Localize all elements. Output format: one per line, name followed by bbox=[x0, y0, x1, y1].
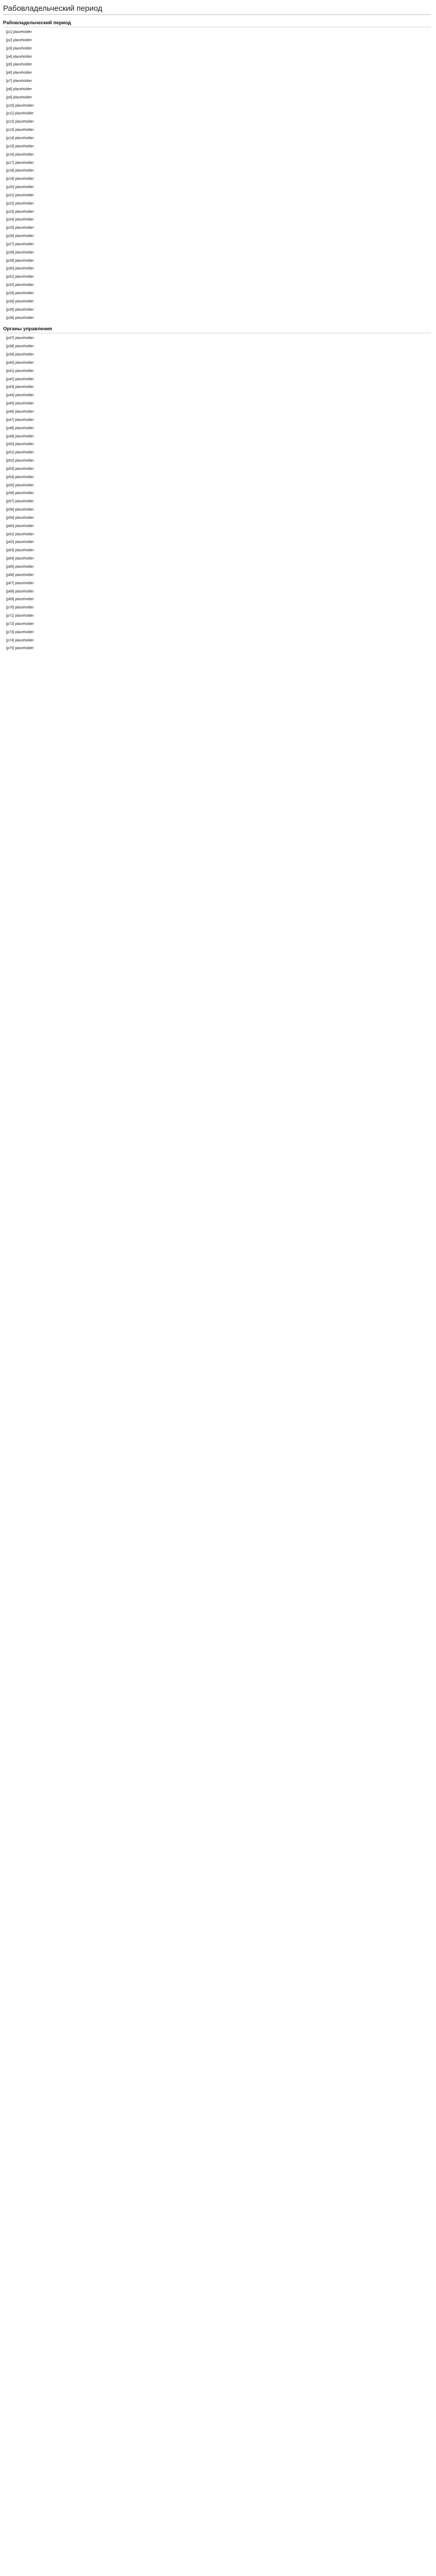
paragraph bbox=[3, 581, 431, 587]
paragraph bbox=[3, 434, 431, 440]
paragraph-text: [p68] placeholder bbox=[6, 589, 34, 594]
paragraph bbox=[3, 111, 431, 117]
paragraph-text: [p16] placeholder bbox=[6, 152, 34, 157]
paragraph-text: [p11] placeholder bbox=[6, 112, 34, 116]
paragraph-text: [p14] placeholder bbox=[6, 136, 34, 140]
paragraph-text: [p31] placeholder bbox=[6, 275, 34, 279]
paragraph-text: [p13] placeholder bbox=[6, 128, 34, 132]
paragraph-text: [p25] placeholder bbox=[6, 226, 34, 230]
paragraph bbox=[3, 418, 431, 423]
paragraph-text: [p38] placeholder bbox=[6, 345, 34, 349]
page-title: Рабовладельческий период bbox=[3, 4, 431, 15]
paragraph bbox=[3, 217, 431, 223]
paragraph-text: [p54] placeholder bbox=[6, 475, 34, 479]
paragraph-text: [p43] placeholder bbox=[6, 385, 34, 389]
paragraph bbox=[3, 30, 431, 36]
paragraph-text: [p63] placeholder bbox=[6, 549, 34, 553]
paragraph bbox=[3, 483, 431, 489]
paragraph bbox=[3, 55, 431, 60]
paragraph bbox=[3, 128, 431, 133]
paragraph bbox=[3, 299, 431, 305]
paragraph-text: [p37] placeholder bbox=[6, 336, 34, 341]
paragraph-text: [p70] placeholder bbox=[6, 606, 34, 610]
paragraph bbox=[3, 136, 431, 142]
paragraph bbox=[3, 589, 431, 595]
paragraph bbox=[3, 344, 431, 350]
paragraph-text: [p69] placeholder bbox=[6, 598, 34, 602]
paragraph-text: [p26] placeholder bbox=[6, 234, 34, 239]
article-body bbox=[3, 20, 431, 652]
paragraph-text: [p1] placeholder bbox=[6, 30, 32, 34]
paragraph bbox=[3, 401, 431, 407]
paragraph bbox=[3, 291, 431, 297]
paragraph bbox=[3, 201, 431, 207]
paragraph-text: [p9] placeholder bbox=[6, 95, 32, 99]
paragraph bbox=[3, 516, 431, 521]
paragraph bbox=[3, 250, 431, 256]
paragraph bbox=[3, 266, 431, 272]
paragraph-text: [p19] placeholder bbox=[6, 177, 34, 181]
paragraph bbox=[3, 614, 431, 619]
paragraph bbox=[3, 62, 431, 68]
paragraph bbox=[3, 361, 431, 366]
paragraph bbox=[3, 442, 431, 448]
paragraph-text: [p5] placeholder bbox=[6, 63, 32, 67]
paragraph bbox=[3, 646, 431, 652]
paragraph-text: [p17] placeholder bbox=[6, 161, 34, 165]
paragraph-text: [p50] placeholder bbox=[6, 443, 34, 447]
paragraph bbox=[3, 120, 431, 125]
paragraph-text: [p27] placeholder bbox=[6, 242, 34, 246]
paragraph bbox=[3, 548, 431, 554]
paragraph bbox=[3, 275, 431, 280]
paragraph bbox=[3, 79, 431, 84]
section-heading: Рабовладельческий период bbox=[3, 20, 431, 27]
paragraph bbox=[3, 507, 431, 513]
paragraph bbox=[3, 316, 431, 321]
paragraph-text: [p60] placeholder bbox=[6, 524, 34, 528]
paragraph-text: [p47] placeholder bbox=[6, 418, 34, 422]
paragraph bbox=[3, 597, 431, 603]
paragraph bbox=[3, 410, 431, 415]
paragraph bbox=[3, 377, 431, 383]
paragraph-text: [p53] placeholder bbox=[6, 467, 34, 471]
paragraph bbox=[3, 185, 431, 191]
paragraph bbox=[3, 630, 431, 636]
paragraph bbox=[3, 336, 431, 342]
paragraph-text: [p22] placeholder bbox=[6, 201, 34, 206]
paragraph-text: [p64] placeholder bbox=[6, 557, 34, 561]
paragraph bbox=[3, 152, 431, 158]
paragraph bbox=[3, 308, 431, 313]
paragraph bbox=[3, 573, 431, 579]
paragraph-text: [p57] placeholder bbox=[6, 500, 34, 504]
paragraph bbox=[3, 393, 431, 399]
paragraph-text: [p62] placeholder bbox=[6, 540, 34, 545]
paragraph-text: [p59] placeholder bbox=[6, 516, 34, 520]
paragraph bbox=[3, 242, 431, 248]
paragraph-text: [p12] placeholder bbox=[6, 120, 34, 124]
paragraph-text: [p40] placeholder bbox=[6, 361, 34, 365]
paragraph-text: [p48] placeholder bbox=[6, 426, 34, 430]
paragraph-text: [p21] placeholder bbox=[6, 193, 34, 197]
paragraph-text: [p46] placeholder bbox=[6, 410, 34, 414]
paragraph bbox=[3, 283, 431, 289]
paragraph bbox=[3, 565, 431, 570]
paragraph-text: [p29] placeholder bbox=[6, 259, 34, 263]
paragraph-text: [p56] placeholder bbox=[6, 492, 34, 496]
paragraph bbox=[3, 467, 431, 472]
paragraph bbox=[3, 540, 431, 546]
paragraph bbox=[3, 475, 431, 481]
paragraph-text: [p74] placeholder bbox=[6, 638, 34, 642]
paragraph bbox=[3, 234, 431, 240]
paragraph bbox=[3, 532, 431, 538]
paragraph bbox=[3, 524, 431, 530]
paragraph-text: [p71] placeholder bbox=[6, 614, 34, 618]
paragraph-text: [p2] placeholder bbox=[6, 38, 32, 42]
paragraph-text: [p66] placeholder bbox=[6, 573, 34, 577]
paragraph-text: [p10] placeholder bbox=[6, 104, 34, 108]
paragraph bbox=[3, 259, 431, 264]
paragraph-text: [p45] placeholder bbox=[6, 402, 34, 406]
paragraph-text: [p4] placeholder bbox=[6, 55, 32, 59]
section-heading: Органы управления bbox=[3, 326, 431, 333]
paragraph-text: [p6] placeholder bbox=[6, 71, 32, 75]
paragraph-text: [p8] placeholder bbox=[6, 87, 32, 91]
paragraph bbox=[3, 491, 431, 497]
paragraph bbox=[3, 369, 431, 375]
paragraph bbox=[3, 352, 431, 358]
paragraph bbox=[3, 46, 431, 52]
paragraph bbox=[3, 499, 431, 505]
paragraph-text: [p39] placeholder bbox=[6, 353, 34, 357]
paragraph-text: [p51] placeholder bbox=[6, 451, 34, 455]
paragraph-text: [p32] placeholder bbox=[6, 283, 34, 287]
paragraph bbox=[3, 71, 431, 76]
paragraph bbox=[3, 450, 431, 456]
paragraph bbox=[3, 426, 431, 432]
paragraph bbox=[3, 161, 431, 166]
paragraph bbox=[3, 104, 431, 109]
paragraph-text: [p18] placeholder bbox=[6, 169, 34, 173]
paragraph bbox=[3, 622, 431, 628]
paragraph-text: [p35] placeholder bbox=[6, 308, 34, 312]
paragraph-text: [p24] placeholder bbox=[6, 218, 34, 222]
paragraph-text: [p61] placeholder bbox=[6, 532, 34, 536]
paragraph bbox=[3, 638, 431, 644]
paragraph-text: [p67] placeholder bbox=[6, 581, 34, 585]
paragraph bbox=[3, 177, 431, 182]
paragraph-text: [p52] placeholder bbox=[6, 459, 34, 463]
paragraph-text: [p65] placeholder bbox=[6, 565, 34, 569]
paragraph bbox=[3, 605, 431, 611]
paragraph-text: [p30] placeholder bbox=[6, 267, 34, 271]
paragraph-text: [p36] placeholder bbox=[6, 316, 34, 320]
paragraph-text: [p42] placeholder bbox=[6, 377, 34, 381]
paragraph-text: [p75] placeholder bbox=[6, 647, 34, 651]
paragraph-text: [p23] placeholder bbox=[6, 210, 34, 214]
paragraph-text: [p33] placeholder bbox=[6, 292, 34, 295]
paragraph-text: [p44] placeholder bbox=[6, 394, 34, 398]
paragraph-text: [p7] placeholder bbox=[6, 79, 32, 83]
paragraph bbox=[3, 210, 431, 215]
paragraph-text: [p41] placeholder bbox=[6, 369, 34, 373]
article-page bbox=[0, 0, 436, 665]
paragraph bbox=[3, 144, 431, 150]
paragraph-text: [p58] placeholder bbox=[6, 508, 34, 512]
paragraph-text: [p55] placeholder bbox=[6, 483, 34, 487]
paragraph bbox=[3, 459, 431, 464]
paragraph bbox=[3, 168, 431, 174]
paragraph-text: [p34] placeholder bbox=[6, 299, 34, 303]
paragraph-text: [p20] placeholder bbox=[6, 185, 34, 190]
paragraph-text: [p72] placeholder bbox=[6, 622, 34, 626]
paragraph bbox=[3, 87, 431, 93]
paragraph bbox=[3, 38, 431, 44]
paragraph-text: [p3] placeholder bbox=[6, 46, 32, 50]
paragraph-text: [p28] placeholder bbox=[6, 250, 34, 255]
paragraph bbox=[3, 226, 431, 231]
paragraph-text: [p73] placeholder bbox=[6, 630, 34, 634]
paragraph bbox=[3, 556, 431, 562]
paragraph bbox=[3, 193, 431, 199]
paragraph-text: [p15] placeholder bbox=[6, 144, 34, 148]
paragraph bbox=[3, 95, 431, 101]
paragraph-text: [p49] placeholder bbox=[6, 434, 34, 438]
paragraph bbox=[3, 385, 431, 391]
